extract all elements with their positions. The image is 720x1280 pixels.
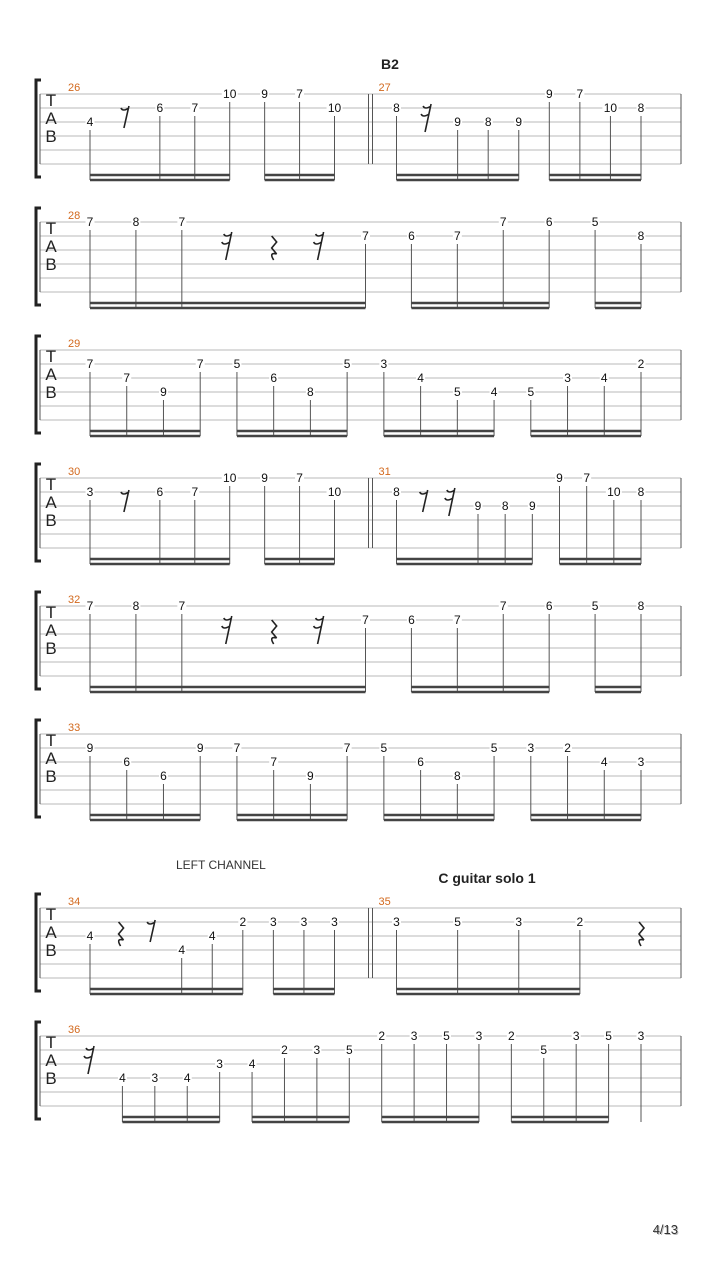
fret-number: 8 — [453, 769, 461, 783]
tab-system — [0, 894, 720, 1004]
tab-clef-letter: B — [45, 1069, 57, 1088]
measure-number: 34 — [68, 896, 81, 908]
measure-number: 29 — [68, 338, 81, 350]
staff-svg — [0, 208, 720, 318]
tab-clef-letter: A — [45, 923, 57, 942]
tab-clef-letter: T — [45, 347, 57, 366]
fret-number: 3 — [331, 915, 338, 929]
fret-number: 7 — [453, 613, 461, 627]
staff-svg — [0, 894, 720, 1004]
fret-number: 4 — [600, 755, 608, 769]
fret-number: 7 — [191, 101, 199, 115]
fret-number: 7 — [296, 471, 303, 485]
fret-number: 5 — [443, 1029, 450, 1043]
fret-number: 5 — [454, 915, 461, 929]
tab-system — [0, 80, 720, 190]
tab-clef-letter: B — [45, 941, 57, 960]
fret-number: 7 — [86, 357, 94, 371]
channel-label: LEFT CHANNEL — [176, 858, 266, 872]
fret-number: 4 — [600, 371, 608, 385]
staff-svg — [0, 1022, 720, 1132]
fret-number: 3 — [475, 1029, 483, 1043]
rest-symbol — [272, 620, 277, 644]
fret-number: 9 — [261, 471, 268, 485]
staff-svg — [0, 336, 720, 446]
fret-number: 8 — [501, 499, 509, 513]
fret-number: 3 — [393, 915, 400, 929]
fret-number: 8 — [637, 229, 645, 243]
rest-symbol — [121, 106, 129, 128]
fret-number: 5 — [540, 1043, 548, 1057]
measure-number: 36 — [68, 1024, 81, 1036]
fret-number: 5 — [343, 357, 351, 371]
fret-number: 7 — [296, 87, 303, 101]
staff-svg — [0, 464, 720, 574]
tab-clef-letter: B — [45, 639, 57, 658]
fret-number: 3 — [151, 1071, 159, 1085]
fret-number: 9 — [86, 741, 94, 755]
fret-number: 4 — [119, 1071, 126, 1085]
measure-number: 33 — [68, 722, 81, 734]
fret-number: 6 — [123, 755, 131, 769]
measure-number: 27 — [378, 82, 391, 94]
fret-number: 2 — [281, 1043, 288, 1057]
tab-clef-letter: T — [45, 603, 57, 622]
fret-number: 4 — [178, 943, 186, 957]
fret-number: 7 — [453, 229, 461, 243]
fret-number: 6 — [408, 229, 415, 243]
tab-system — [0, 720, 720, 830]
fret-number: 8 — [132, 599, 140, 613]
tab-clef-letter: T — [45, 905, 57, 924]
fret-number: 4 — [248, 1057, 256, 1071]
fret-number: 8 — [393, 101, 400, 115]
fret-number: 2 — [564, 741, 571, 755]
fret-number: 9 — [556, 471, 563, 485]
fret-number: 2 — [637, 357, 645, 371]
tab-clef-letter: B — [45, 255, 57, 274]
rest-symbol — [272, 236, 277, 260]
tab-clef-letter: T — [45, 731, 57, 750]
measure-number: 30 — [68, 466, 81, 478]
fret-number: 4 — [208, 929, 216, 943]
staff-svg — [0, 80, 720, 190]
fret-number: 2 — [508, 1029, 515, 1043]
page-number: 4/13 — [652, 1222, 678, 1237]
measure-number: 26 — [68, 82, 81, 94]
fret-number: 3 — [637, 755, 645, 769]
fret-number: 3 — [270, 915, 277, 929]
fret-number: 6 — [270, 371, 278, 385]
tab-clef-letter: B — [45, 383, 57, 402]
fret-number: 2 — [576, 915, 584, 929]
fret-number: 9 — [515, 115, 523, 129]
fret-number: 9 — [261, 87, 268, 101]
fret-number: 9 — [454, 115, 461, 129]
fret-number: 3 — [410, 1029, 418, 1043]
fret-number: 8 — [307, 385, 314, 399]
fret-number: 7 — [233, 741, 241, 755]
fret-number: 2 — [378, 1029, 386, 1043]
fret-number: 3 — [564, 371, 571, 385]
fret-number: 8 — [637, 101, 645, 115]
fret-number: 9 — [307, 769, 314, 783]
fret-number: 8 — [484, 115, 492, 129]
fret-number: 3 — [86, 485, 94, 499]
tab-system — [0, 208, 720, 318]
fret-number: 6 — [545, 215, 553, 229]
tab-clef-letter: A — [45, 621, 57, 640]
fret-number: 6 — [417, 755, 424, 769]
fret-number: 4 — [86, 929, 94, 943]
fret-number: 10 — [223, 471, 237, 485]
fret-number: 5 — [591, 599, 599, 613]
fret-number: 5 — [345, 1043, 353, 1057]
fret-number: 10 — [327, 101, 342, 115]
tab-clef-letter: T — [45, 475, 57, 494]
fret-number: 10 — [327, 485, 342, 499]
fret-number: 7 — [178, 215, 186, 229]
fret-number: 3 — [216, 1057, 223, 1071]
fret-number: 7 — [123, 371, 131, 385]
fret-number: 8 — [637, 485, 645, 499]
tab-clef-letter: A — [45, 1051, 57, 1070]
fret-number: 6 — [156, 101, 164, 115]
tab-clef-letter: B — [45, 511, 57, 530]
fret-number: 6 — [408, 613, 415, 627]
tab-system — [0, 1022, 720, 1132]
fret-number: 7 — [362, 613, 369, 627]
section-label: C guitar solo 1 — [438, 870, 536, 886]
fret-number: 5 — [490, 741, 498, 755]
fret-number: 7 — [191, 485, 199, 499]
fret-number: 8 — [393, 485, 400, 499]
fret-number: 4 — [417, 371, 424, 385]
fret-number: 8 — [637, 599, 645, 613]
fret-number: 4 — [86, 115, 94, 129]
tab-clef-letter: T — [45, 1033, 57, 1052]
fret-number: 3 — [527, 741, 535, 755]
tab-clef-letter: A — [45, 493, 57, 512]
fret-number: 6 — [156, 485, 164, 499]
fret-number: 2 — [239, 915, 247, 929]
fret-number: 9 — [196, 741, 204, 755]
rest-symbol — [121, 490, 129, 512]
fret-number: 5 — [527, 385, 535, 399]
tab-system — [0, 592, 720, 702]
fret-number: 7 — [270, 755, 278, 769]
rest-symbol — [147, 920, 155, 942]
tab-clef-letter: T — [45, 219, 57, 238]
fret-number: 6 — [545, 599, 553, 613]
measure-number: 32 — [68, 594, 81, 606]
fret-number: 9 — [474, 499, 482, 513]
fret-number: 10 — [607, 485, 621, 499]
fret-number: 5 — [591, 215, 599, 229]
measure-number: 28 — [68, 210, 81, 222]
fret-number: 5 — [233, 357, 241, 371]
fret-number: 7 — [499, 599, 507, 613]
fret-number: 7 — [362, 229, 369, 243]
fret-number: 7 — [196, 357, 204, 371]
fret-number: 10 — [223, 87, 237, 101]
fret-number: 9 — [528, 499, 536, 513]
fret-number: 7 — [178, 599, 186, 613]
fret-number: 9 — [160, 385, 167, 399]
fret-number: 3 — [515, 915, 523, 929]
fret-number: 4 — [490, 385, 498, 399]
fret-number: 5 — [605, 1029, 612, 1043]
tab-clef-letter: A — [45, 109, 57, 128]
rest-symbol — [420, 490, 428, 512]
tab-clef-letter: A — [45, 365, 57, 384]
fret-number: 6 — [160, 769, 167, 783]
tab-clef-letter: A — [45, 749, 57, 768]
fret-number: 8 — [132, 215, 140, 229]
fret-number: 3 — [380, 357, 388, 371]
fret-number: 4 — [183, 1071, 191, 1085]
fret-number: 7 — [343, 741, 351, 755]
fret-number: 7 — [499, 215, 507, 229]
tab-system — [0, 464, 720, 574]
tab-clef-letter: A — [45, 237, 57, 256]
tab-clef-letter: B — [45, 127, 57, 146]
fret-number: 3 — [313, 1043, 321, 1057]
tab-clef-letter: B — [45, 767, 57, 786]
fret-number: 3 — [637, 1029, 645, 1043]
fret-number: 3 — [572, 1029, 580, 1043]
fret-number: 5 — [453, 385, 461, 399]
rest-symbol — [119, 922, 124, 946]
rest-symbol — [639, 922, 644, 946]
fret-number: 7 — [583, 471, 591, 485]
fret-number: 9 — [545, 87, 553, 101]
measure-number: 35 — [378, 896, 391, 908]
staff-svg — [0, 592, 720, 702]
fret-number: 5 — [380, 741, 388, 755]
fret-number: 7 — [86, 599, 94, 613]
tab-clef-letter: T — [45, 91, 57, 110]
fret-number: 10 — [603, 101, 618, 115]
measure-number: 31 — [378, 466, 391, 478]
fret-number: 7 — [576, 87, 584, 101]
fret-number: 7 — [86, 215, 94, 229]
section-label: B2 — [381, 56, 399, 72]
fret-number: 3 — [300, 915, 308, 929]
tab-system — [0, 336, 720, 446]
staff-svg — [0, 720, 720, 830]
